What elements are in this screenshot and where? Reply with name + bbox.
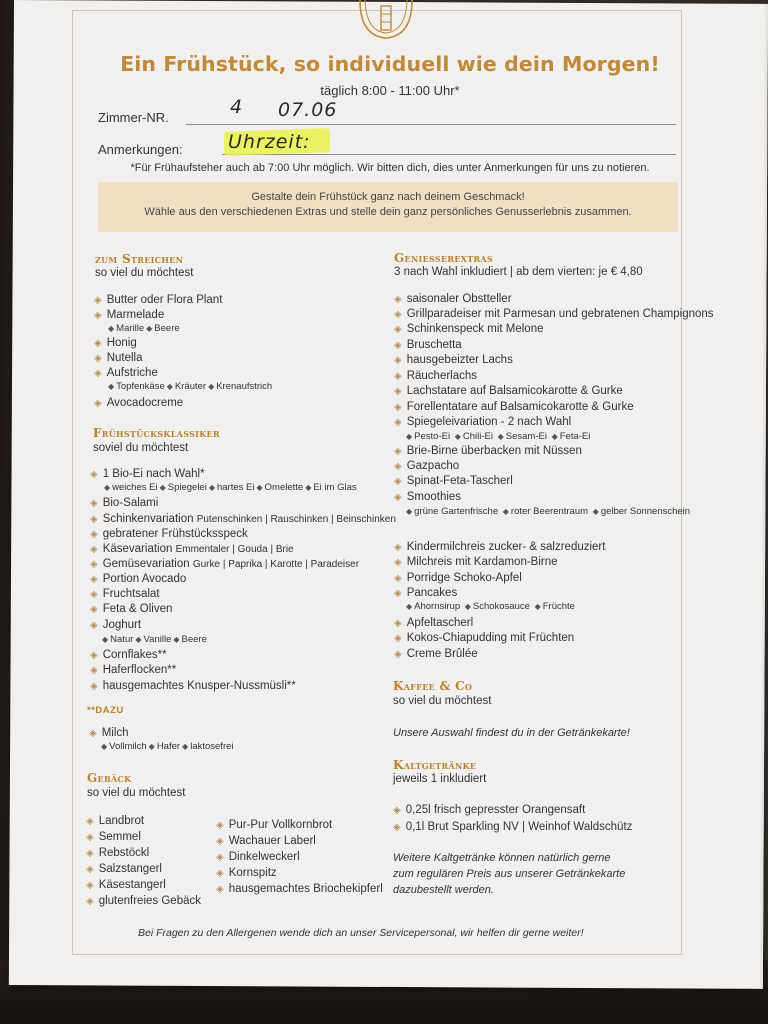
list-item: ◈ Gazpacho	[394, 460, 460, 472]
date-handwritten: 07.06	[278, 99, 338, 121]
list-item: ◈ Dinkelweckerl	[216, 851, 300, 863]
bullet-icon: ◈	[89, 728, 97, 739]
kalt-note-1: Weitere Kaltgetränke können natürlich gerne	[393, 852, 611, 864]
bullet-icon: ◈	[394, 588, 402, 599]
list-item: ◈ Schinkenvariation Putenschinken | Rauschinken | Beinschinken	[90, 513, 396, 525]
list-item: ◈ Kokos-Chiapudding mit Früchten	[394, 632, 575, 644]
list-item: ◈ Wachauer Laberl	[216, 835, 316, 847]
bullet-icon: ◈	[94, 398, 102, 409]
list-item: ◈ Milch	[89, 727, 129, 739]
sub-options: ◆ Pesto-Ei ◆ Chili-Ei ◆ Sesam-Ei ◆ Feta-Ei	[406, 431, 591, 442]
opening-hours: täglich 8:00 - 11:00 Uhr*	[320, 83, 460, 98]
banner-line-2: Wähle aus den verschiedenen Extras und stelle dein ganz persönliches Genusserlebnis zusammen.	[144, 206, 632, 218]
bullet-icon: ◈	[394, 649, 402, 660]
sub-options: ◆ Ahornsirup ◆ Schokosauce ◆ Früchte	[406, 601, 575, 612]
list-item: ◈ Bio-Salami	[90, 497, 159, 509]
bullet-icon: ◈	[90, 650, 98, 661]
list-item: ◈ Pur-Pur Vollkornbrot	[216, 819, 333, 831]
bullet-icon: ◈	[86, 896, 94, 907]
section-title-geniesser: Geniesserextras	[394, 251, 494, 265]
list-item: ◈ hausgemachtes Knusper-Nussmüsli**	[90, 680, 296, 692]
diamond-bullet-icon: ◆	[406, 602, 413, 611]
bullet-icon: ◈	[394, 324, 402, 335]
list-item: ◈ Salzstangerl	[86, 863, 162, 875]
bullet-icon: ◈	[94, 338, 102, 349]
diamond-bullet-icon: ◆	[135, 635, 142, 644]
diamond-bullet-icon: ◆	[502, 507, 509, 516]
list-item: ◈ Grillparadeiser mit Parmesan und gebratenen Champignons	[394, 308, 714, 320]
list-item: ◈ Käsestangerl	[86, 879, 166, 891]
sub-options: ◆ Natur ◆ Vanille ◆ Beere	[102, 634, 207, 645]
bullet-icon: ◈	[86, 832, 94, 843]
kalt-note-2: zum regulären Preis aus unserer Getränkekarte	[393, 868, 626, 880]
bullet-icon: ◈	[394, 542, 402, 553]
diamond-bullet-icon: ◆	[101, 742, 108, 751]
list-item: ◈ Schinkenspeck mit Melone	[394, 323, 544, 335]
list-item: ◈ Kornspitz	[216, 867, 277, 879]
list-item: ◈ Avocadocreme	[94, 397, 184, 409]
diamond-bullet-icon: ◆	[173, 635, 180, 644]
section-sub-geniesser: 3 nach Wahl inkludiert | ab dem vierten: je € 4,80	[394, 266, 643, 278]
diamond-bullet-icon: ◆	[208, 382, 215, 391]
diamond-bullet-icon: ◆	[497, 432, 504, 441]
diamond-bullet-icon: ◆	[305, 483, 312, 492]
allergen-footer: Bei Fragen zu den Allergenen wende dich an unser Servicepersonal, wir helfen dir gerne weiter!	[138, 927, 584, 939]
list-item: ◈ Creme Brûlée	[394, 648, 478, 660]
kaffee-note: Unsere Auswahl findest du in der Getränkekarte!	[393, 727, 630, 739]
sub-options: ◆ Vollmilch ◆ Hafer ◆ laktosefrei	[101, 741, 234, 752]
remarks-line	[222, 154, 676, 155]
bullet-icon: ◈	[216, 852, 224, 863]
bullet-icon: ◈	[394, 618, 402, 629]
list-item: ◈ Apfeltascherl	[394, 617, 474, 629]
diamond-bullet-icon: ◆	[146, 324, 153, 333]
bullet-icon: ◈	[94, 295, 102, 306]
diamond-bullet-icon: ◆	[102, 635, 109, 644]
diamond-bullet-icon: ◆	[406, 432, 413, 441]
list-item: ◈ Rebstöckl	[86, 847, 150, 859]
diamond-bullet-icon: ◆	[104, 483, 111, 492]
section-title-kaffee: Kaffee & Co	[393, 679, 473, 693]
list-item: ◈ saisonaler Obstteller	[394, 293, 512, 305]
sub-options: ◆ Marille ◆ Beere	[108, 323, 180, 334]
bullet-icon: ◈	[394, 573, 402, 584]
bullet-icon: ◈	[216, 820, 224, 831]
list-item: ◈ Milchreis mit Kardamon-Birne	[394, 556, 558, 568]
bullet-icon: ◈	[90, 514, 98, 525]
bullet-icon: ◈	[394, 386, 402, 397]
list-item: ◈ Portion Avocado	[90, 573, 187, 585]
bullet-icon: ◈	[86, 816, 94, 827]
list-item: ◈ Räucherlachs	[394, 370, 478, 382]
bullet-icon: ◈	[394, 371, 402, 382]
list-item: ◈ Pancakes	[394, 587, 458, 599]
early-bird-note: *Für Frühaufsteher auch ab 7:00 Uhr möglich. Wir bitten dich, dies unter Anmerkungen für uns zu notieren.	[130, 162, 650, 174]
kalt-note-3: dazubestellt werden.	[393, 884, 494, 896]
bullet-icon: ◈	[394, 340, 402, 351]
diamond-bullet-icon: ◆	[208, 483, 215, 492]
bullet-icon: ◈	[90, 544, 98, 555]
diamond-bullet-icon: ◆	[592, 507, 599, 516]
list-item: ◈ 0,1l Brut Sparkling NV | Weinhof Waldschütz	[393, 821, 633, 833]
section-sub-kaffee: so viel du möchtest	[393, 695, 492, 707]
list-item: ◈ Semmel	[86, 831, 141, 843]
info-banner	[98, 182, 678, 232]
room-line	[186, 124, 676, 125]
bullet-icon: ◈	[216, 884, 224, 895]
bullet-icon: ◈	[94, 310, 102, 321]
list-item: ◈ gebratener Frühstücksspeck	[90, 528, 248, 540]
diamond-bullet-icon: ◆	[108, 382, 115, 391]
diamond-bullet-icon: ◆	[454, 432, 461, 441]
bullet-icon: ◈	[94, 353, 102, 364]
bullet-icon: ◈	[94, 368, 102, 379]
bullet-icon: ◈	[90, 620, 98, 631]
sub-options: ◆ Topfenkäse ◆ Kräuter ◆ Krenaufstrich	[108, 381, 273, 392]
list-item: ◈ Bruschetta	[394, 339, 462, 351]
list-item: ◈ Kindermilchreis zucker- & salzreduziert	[394, 541, 606, 553]
bullet-icon: ◈	[394, 417, 402, 428]
section-sub-gebaeck: so viel du möchtest	[87, 787, 186, 799]
remarks-handwritten: Uhrzeit:	[228, 131, 311, 153]
bullet-icon: ◈	[86, 848, 94, 859]
list-item: ◈ 0,25l frisch gepresster Orangensaft	[393, 804, 586, 816]
room-number-handwritten: 4	[230, 96, 244, 118]
list-item: ◈ Fruchtsalat	[90, 588, 160, 600]
list-item: ◈ Spinat-Feta-Tascherl	[394, 475, 513, 487]
list-item: ◈ 1 Bio-Ei nach Wahl*	[90, 468, 205, 480]
bullet-icon: ◈	[90, 498, 98, 509]
diamond-bullet-icon: ◆	[406, 507, 413, 516]
bullet-icon: ◈	[216, 836, 224, 847]
list-item: ◈ Butter oder Flora Plant	[94, 294, 223, 306]
bullet-icon: ◈	[394, 492, 402, 503]
list-item: ◈ Brie-Birne überbacken mit Nüssen	[394, 445, 582, 457]
bullet-icon: ◈	[90, 559, 98, 570]
bullet-icon: ◈	[394, 446, 402, 457]
lighthouse-logo-icon	[354, 0, 418, 40]
list-item: ◈ hausgemachtes Briochekipferl	[216, 883, 383, 895]
list-item: ◈ Aufstriche	[94, 367, 158, 379]
bullet-icon: ◈	[90, 529, 98, 540]
section-title-klassiker: Frühstücksklassiker	[93, 426, 220, 440]
diamond-bullet-icon: ◆	[464, 602, 471, 611]
banner-line-1: Gestalte dein Frühstück ganz nach deinem Geschmack!	[251, 191, 525, 203]
bullet-icon: ◈	[90, 604, 98, 615]
bullet-icon: ◈	[394, 402, 402, 413]
room-label: Zimmer-NR.	[98, 110, 169, 125]
remarks-label: Anmerkungen:	[98, 142, 183, 157]
bullet-icon: ◈	[86, 864, 94, 875]
bullet-icon: ◈	[86, 880, 94, 891]
list-item: ◈ Joghurt	[90, 619, 142, 631]
list-item: ◈ Forellentatare auf Balsamicokarotte & Gurke	[394, 401, 634, 413]
diamond-bullet-icon: ◆	[166, 382, 173, 391]
diamond-bullet-icon: ◆	[148, 742, 155, 751]
diamond-bullet-icon: ◆	[256, 483, 263, 492]
bullet-icon: ◈	[90, 469, 98, 480]
list-item: ◈ Lachstatare auf Balsamicokarotte & Gurke	[394, 385, 623, 397]
diamond-bullet-icon: ◆	[551, 432, 558, 441]
diamond-bullet-icon: ◆	[534, 602, 541, 611]
list-item: ◈ Nutella	[94, 352, 143, 364]
bullet-icon: ◈	[394, 309, 402, 320]
section-title-kalt: Kaltgetränke	[393, 758, 477, 772]
section-sub-kalt: jeweils 1 inkludiert	[393, 773, 487, 785]
list-item: ◈ Marmelade	[94, 309, 165, 321]
bullet-icon: ◈	[394, 355, 402, 366]
bullet-icon: ◈	[394, 633, 402, 644]
bullet-icon: ◈	[216, 868, 224, 879]
sub-options: ◆ grüne Gartenfrische ◆ roter Beerentraum ◆ gelber Sonnenschein	[406, 506, 691, 517]
section-title-streichen: zum Streichen	[95, 252, 184, 266]
page-title: Ein Frühstück, so individuell wie dein Morgen!	[120, 52, 660, 76]
diamond-bullet-icon: ◆	[108, 324, 115, 333]
section-sub-streichen: so viel du möchtest	[95, 267, 194, 279]
section-title-gebaeck: Gebäck	[87, 771, 132, 785]
bullet-icon: ◈	[90, 681, 98, 692]
sub-options: ◆ weiches Ei ◆ Spiegelei ◆ hartes Ei ◆ Omelette ◆ Ei im Glas	[104, 482, 357, 493]
bullet-icon: ◈	[394, 294, 402, 305]
dazu-label: **DAZU	[87, 705, 124, 716]
list-item: ◈ Honig	[94, 337, 137, 349]
bullet-icon: ◈	[393, 805, 401, 816]
bullet-icon: ◈	[394, 476, 402, 487]
list-item: ◈ Cornflakes**	[90, 649, 167, 661]
section-sub-klassiker: soviel du möchtest	[93, 442, 189, 454]
bullet-icon: ◈	[90, 665, 98, 676]
bullet-icon: ◈	[90, 574, 98, 585]
list-item: ◈ Haferflocken**	[90, 664, 177, 676]
bullet-icon: ◈	[394, 557, 402, 568]
list-item: ◈ Porridge Schoko-Apfel	[394, 572, 522, 584]
bullet-icon: ◈	[393, 822, 401, 833]
list-item: ◈ hausgebeizter Lachs	[394, 354, 513, 366]
list-item: ◈ Spiegeleivariation - 2 nach Wahl	[394, 416, 572, 428]
bullet-icon: ◈	[394, 461, 402, 472]
list-item: ◈ Käsevariation Emmentaler | Gouda | Brie	[90, 543, 294, 555]
list-item: ◈ Smoothies	[394, 491, 462, 503]
list-item: ◈ Feta & Oliven	[90, 603, 173, 615]
diamond-bullet-icon: ◆	[159, 483, 166, 492]
list-item: ◈ Gemüsevariation Gurke | Paprika | Karotte | Paradeiser	[90, 558, 360, 570]
list-item: ◈ glutenfreies Gebäck	[86, 895, 201, 907]
diamond-bullet-icon: ◆	[182, 742, 189, 751]
bullet-icon: ◈	[90, 589, 98, 600]
list-item: ◈ Landbrot	[86, 815, 145, 827]
